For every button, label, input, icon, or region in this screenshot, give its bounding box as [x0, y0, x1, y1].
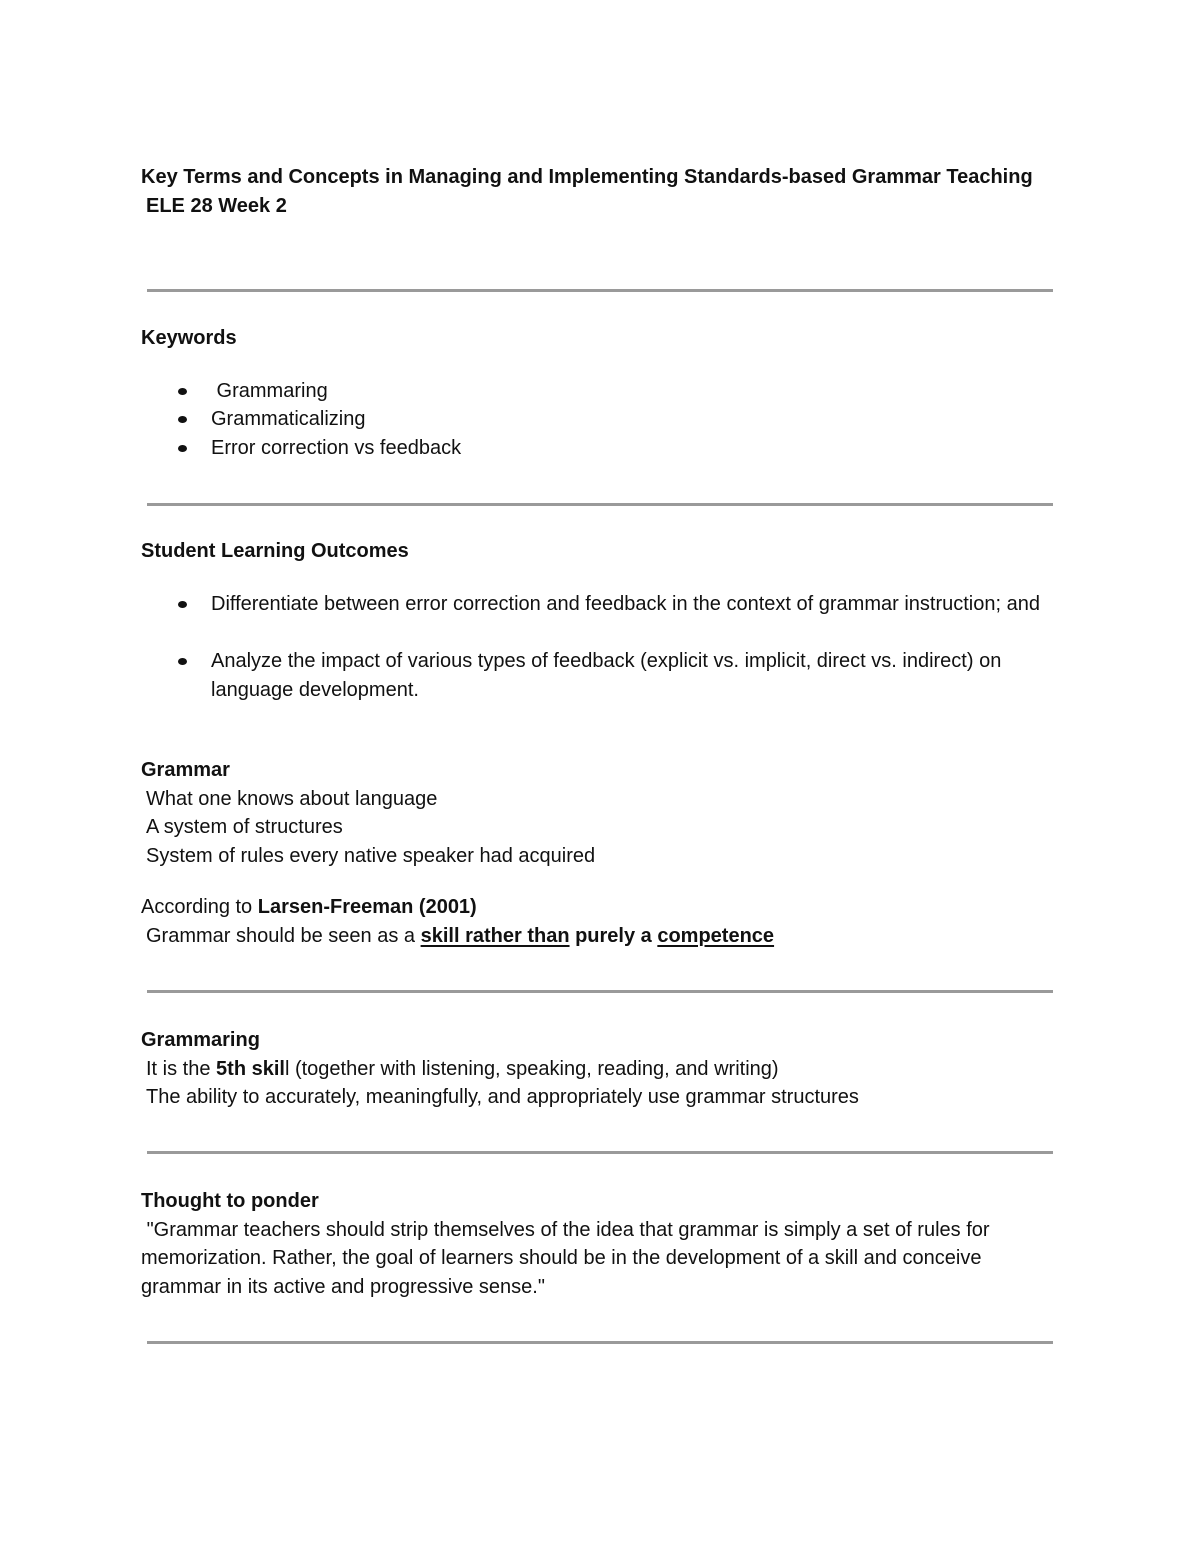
thought-heading: Thought to ponder	[141, 1190, 319, 1212]
list-item: Error correction vs feedback	[141, 434, 1061, 463]
grammar-definition-line: What one knows about language	[146, 787, 438, 810]
section-divider	[147, 289, 1053, 292]
keywords-section	[141, 324, 1061, 462]
keywords-heading: Keywords	[141, 327, 237, 349]
grammar-definition-line: A system of structures	[146, 816, 343, 838]
section-divider	[147, 1151, 1053, 1154]
grammaring-heading: Grammaring	[141, 1029, 260, 1051]
outcomes-heading: Student Learning Outcomes	[141, 540, 409, 562]
skill-emphasis: skill rather than	[420, 924, 570, 947]
grammar-statement: Grammar should be seen as a skill rather than purely a competence	[146, 924, 775, 947]
grammaring-section	[141, 1026, 1061, 1112]
outcomes-section	[141, 537, 1061, 704]
list-item: Grammaticalizing	[141, 405, 1061, 434]
competence-emphasis: competence	[657, 924, 775, 947]
section-divider	[147, 990, 1053, 993]
bullet-icon	[178, 601, 187, 608]
document-header	[141, 163, 1061, 220]
grammar-definition-line: System of rules every native speaker had acquired	[146, 844, 596, 867]
list-item: Grammaring	[141, 377, 1061, 406]
bullet-icon	[178, 388, 187, 395]
list-item: Analyze the impact of various types of feedback (explicit vs. implicit, direct vs. indirect) on language development.	[141, 647, 1041, 704]
section-divider	[147, 1341, 1053, 1344]
citation-author: Larsen-Freeman (2001)	[257, 896, 477, 918]
document-title: Key Terms and Concepts in Managing and Implementing Standards-based Grammar Teaching	[141, 166, 1033, 188]
grammaring-line: The ability to accurately, meaningfully, and appropriately use grammar structures	[146, 1086, 859, 1108]
list-item: Differentiate between error correction and feedback in the context of grammar instruction; and	[141, 590, 1041, 619]
bullet-icon	[178, 445, 187, 452]
keywords-list	[141, 377, 1061, 463]
bullet-icon	[178, 658, 187, 665]
document-subtitle: ELE 28 Week 2	[146, 194, 287, 217]
according-section	[141, 893, 1061, 950]
section-divider	[147, 503, 1053, 506]
bullet-icon	[178, 416, 187, 423]
grammaring-line: It is the 5th skill (together with listening, speaking, reading, and writing)	[146, 1057, 779, 1080]
thought-quote: "Grammar teachers should strip themselves of the idea that grammar is simply a set of rules for memorization. Rather, the goal of learners should be in the development of a skill and conceive grammar in its active and progressive sense."	[141, 1218, 996, 1298]
according-line: According to Larsen-Freeman (2001)	[141, 896, 477, 918]
grammar-section	[141, 756, 1061, 870]
outcomes-list	[141, 590, 1061, 705]
thought-section	[141, 1187, 1066, 1301]
grammar-heading: Grammar	[141, 759, 230, 781]
